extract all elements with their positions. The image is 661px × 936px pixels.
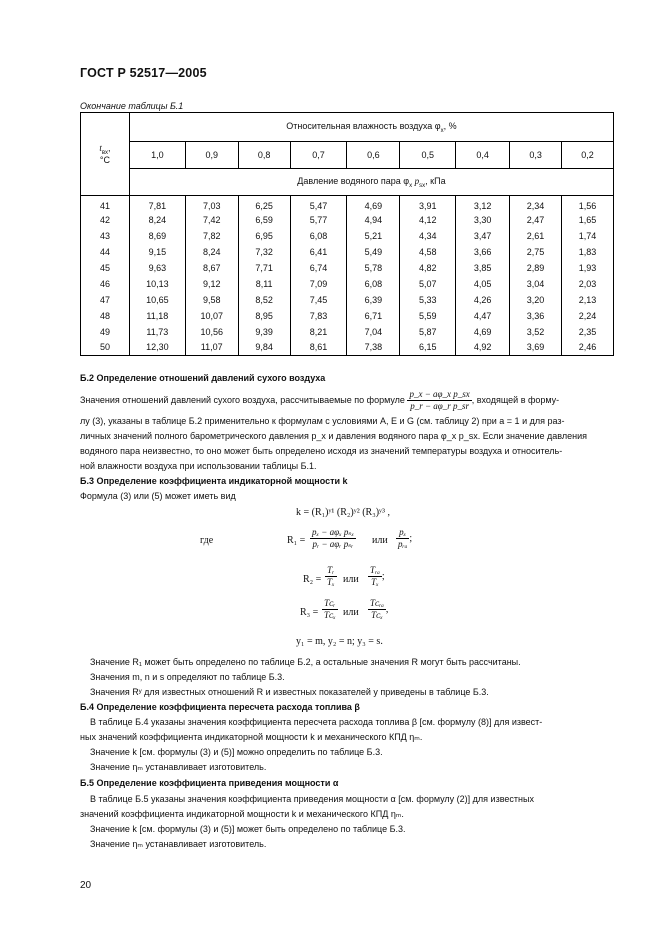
top-header-unit: , % — [443, 120, 457, 131]
table-cell: 1,56 — [562, 196, 614, 212]
table-caption: Окончание таблицы Б.1 — [80, 101, 184, 111]
table-cell: 4,12 — [400, 212, 456, 228]
y-values: y₁ = m, y₂ = n; y₃ = s. — [296, 636, 383, 647]
sub-header — [129, 169, 613, 196]
column-header: 1,0 — [129, 142, 185, 169]
top-header-text: Относительная влажность воздуха φ — [286, 120, 441, 131]
top-header-sub: х — [440, 127, 444, 134]
sub-header-sub2: sх — [419, 182, 426, 189]
r3-alt-fraction: $\frac{\text{Tᴄᵣₐ}}{\text{Tᴄₓ}}$ , — [370, 598, 389, 620]
table-cell: 1,65 — [562, 212, 614, 228]
r2-lhs: R₂ = — [303, 574, 322, 585]
table-row — [81, 276, 614, 292]
table-cell: 5,87 — [400, 324, 456, 340]
r1-fraction — [310, 527, 356, 550]
b4-line1: В таблице Б.4 указаны значения коэффициента пересчета расхода топлива β [см. формулу (8)] для извест- — [90, 717, 543, 727]
r3-lhs: R₃ = — [300, 607, 319, 618]
table-cell: 5,07 — [400, 276, 456, 292]
table-row — [81, 308, 614, 324]
b4-line4: Значение ηₘ устанавливает изготовитель. — [90, 762, 267, 772]
table-cell: 6,71 — [347, 308, 400, 324]
humidity-table — [80, 112, 614, 356]
table-cell: 2,35 — [562, 324, 614, 340]
r2-alt-num: Tᵣₐ — [370, 565, 380, 575]
table-cell: 9,58 — [185, 292, 238, 308]
heading-b5: Б.5 Определение коэффициента приведения мощности α — [80, 778, 339, 788]
table-cell: 10,07 — [185, 308, 238, 324]
table-cell: 8,95 — [238, 308, 290, 324]
table-cell: 3,47 — [456, 228, 510, 244]
table-cell: 8,69 — [129, 228, 185, 244]
r1-alt-den: pᵣₐ — [398, 539, 408, 549]
table-cell: 8,61 — [290, 340, 347, 356]
table-cell: 2,34 — [510, 196, 562, 212]
r1-lhs: R₁ = — [287, 535, 306, 546]
column-header: 0,7 — [290, 142, 347, 169]
table-cell: 5,47 — [290, 196, 347, 212]
table-cell: 7,83 — [290, 308, 347, 324]
b2-line3: личных значений полного барометрического давления p_x и давления водяного пара φ_x p_sx. Если значение давления — [80, 431, 587, 441]
table-cell: 9,15 — [129, 244, 185, 260]
table-cell: 3,66 — [456, 244, 510, 260]
column-header-row — [81, 142, 614, 169]
table-cell: 3,04 — [510, 276, 562, 292]
table-cell: 4,82 — [400, 260, 456, 276]
table-cell: 1,93 — [562, 260, 614, 276]
sub-header-sub1: х — [409, 182, 413, 189]
row-temperature: 50 — [81, 340, 130, 356]
b5-line1: В таблице Б.5 указаны значения коэффициента приведения мощности α [см. формулу (2)] для известных — [90, 794, 534, 804]
r3-alt-den: Tᴄₓ — [371, 610, 383, 620]
table-cell: 4,47 — [456, 308, 510, 324]
b2-frac-den: p_r − aφ_r p_sr — [410, 401, 469, 411]
r1-den: pᵣ − aφᵣ pₛᵣ — [312, 539, 354, 549]
row-temperature: 41 — [81, 196, 130, 212]
table-cell: 9,12 — [185, 276, 238, 292]
column-header: 0,9 — [185, 142, 238, 169]
table-cell: 8,11 — [238, 276, 290, 292]
table-cell: 7,38 — [347, 340, 400, 356]
table-cell: 2,89 — [510, 260, 562, 276]
row-temperature: 47 — [81, 292, 130, 308]
formula-k: k = (R₁)ʸ¹ (R₂)ʸ² (R₃)ʸ³ , — [296, 507, 390, 518]
r3-or: или — [343, 607, 359, 618]
row-temperature: 46 — [81, 276, 130, 292]
table-cell: 6,74 — [290, 260, 347, 276]
table-cell: 4,05 — [456, 276, 510, 292]
table-cell: 6,25 — [238, 196, 290, 212]
table-cell: 11,73 — [129, 324, 185, 340]
b4-line2: ных значений коэффициента индикаторной мощности k и механического КПД ηₘ. — [80, 732, 423, 742]
table-row — [81, 244, 614, 260]
table-cell: 2,61 — [510, 228, 562, 244]
r3-den: Tᴄₓ — [324, 610, 336, 620]
table-cell: 9,63 — [129, 260, 185, 276]
row-header-cell: $t_{вх}$, °С — [81, 113, 130, 196]
table-row — [81, 212, 614, 228]
table-row — [81, 340, 614, 356]
table-cell: 3,69 — [510, 340, 562, 356]
b2-text-b: , входящей в форму- — [471, 394, 560, 405]
row-temperature: 43 — [81, 228, 130, 244]
table-cell: 3,12 — [456, 196, 510, 212]
table-cell: 2,47 — [510, 212, 562, 228]
table-cell: 7,42 — [185, 212, 238, 228]
b2-text-a: Значения отношений давлений сухого воздуха, рассчитываемые по формуле — [80, 394, 405, 405]
table-cell: 6,41 — [290, 244, 347, 260]
r2-alt-frac — [368, 565, 382, 588]
row-header-sub: вх — [101, 149, 109, 156]
row-header-symbol: t — [99, 142, 102, 153]
table-cell: 6,15 — [400, 340, 456, 356]
r2-fraction — [325, 565, 337, 588]
r1-frac — [310, 527, 356, 550]
table-cell: 8,67 — [185, 260, 238, 276]
sub-header-p: p — [414, 175, 420, 186]
b5-line4: Значение ηₘ устанавливает изготовитель. — [90, 839, 267, 849]
table-cell: 4,34 — [400, 228, 456, 244]
r2-alt-fraction: $\frac{\text{Tᵣₐ}}{\text{Tₓ}}$ ; — [370, 565, 385, 587]
table-cell: 6,08 — [290, 228, 347, 244]
table-cell: 2,13 — [562, 292, 614, 308]
table-cell: 7,45 — [290, 292, 347, 308]
table-cell: 11,18 — [129, 308, 185, 324]
table-cell: 8,21 — [290, 324, 347, 340]
table-row — [81, 228, 614, 244]
table-cell: 3,30 — [456, 212, 510, 228]
r3-alt-num: Tᴄᵣₐ — [370, 598, 384, 608]
table-cell: 5,33 — [400, 292, 456, 308]
table-cell: 2,75 — [510, 244, 562, 260]
heading-b3: Б.3 Определение коэффициента индикаторной мощности k — [80, 476, 348, 486]
table-cell: 7,82 — [185, 228, 238, 244]
table-cell: 6,59 — [238, 212, 290, 228]
document-header: ГОСТ Р 52517—2005 — [80, 66, 207, 80]
table-cell: 8,52 — [238, 292, 290, 308]
b2-line4: водяного пара неизвестно, то оно может быть определено исходя из значений температуры воздуха и относитель- — [80, 446, 563, 456]
b2-line1 — [80, 389, 614, 411]
r1-alt-frac — [396, 527, 409, 550]
table-cell: 2,03 — [562, 276, 614, 292]
sub-header-text: Давление водяного пара φ — [297, 175, 410, 186]
r3-frac — [322, 598, 338, 621]
column-header: 0,4 — [456, 142, 510, 169]
table-cell: 4,58 — [400, 244, 456, 260]
top-header — [129, 113, 613, 142]
r2-num: Tᵣ — [325, 565, 337, 577]
table-cell: 9,84 — [238, 340, 290, 356]
b2-line5: ной влажности воздуха при использовании таблицы Б.1. — [80, 461, 317, 471]
heading-b2: Б.2 Определение отношений давлений сухого воздуха — [80, 373, 326, 383]
b4-line3: Значение k [см. формулы (3) и (5)] можно определить по таблице Б.3. — [90, 747, 383, 757]
table-cell: 5,21 — [347, 228, 400, 244]
table-cell: 7,32 — [238, 244, 290, 260]
table-cell: 4,94 — [347, 212, 400, 228]
table-cell: 3,52 — [510, 324, 562, 340]
row-temperature: 45 — [81, 260, 130, 276]
table-cell: 1,83 — [562, 244, 614, 260]
b5-line2: значений коэффициента индикаторной мощности k и механического КПД ηₘ. — [80, 809, 404, 819]
column-header: 0,6 — [347, 142, 400, 169]
table-cell: 4,69 — [347, 196, 400, 212]
table-cell: 10,56 — [185, 324, 238, 340]
b2-line2: лу (3), указаны в таблице Б.2 применительно к формулам с условиями A, E и G (см. таблицу 2) при a = 1 и для раз- — [80, 416, 565, 426]
table-cell: 5,59 — [400, 308, 456, 324]
b3-line1: Значение R₁ может быть определено по таблице Б.2, а остальные значения R могут быть рассчитаны. — [90, 657, 521, 667]
table-cell: 5,77 — [290, 212, 347, 228]
r1-alt-fraction: $\frac{\text{pₓ}}{\text{pᵣₐ}}$ ; — [398, 527, 413, 549]
where-label: где — [200, 535, 214, 546]
r1-or: или — [372, 535, 388, 546]
r2-or: или — [343, 574, 359, 585]
table-cell: 7,04 — [347, 324, 400, 340]
table-row — [81, 292, 614, 308]
table-cell: 3,20 — [510, 292, 562, 308]
table-cell: 3,85 — [456, 260, 510, 276]
row-temperature: 44 — [81, 244, 130, 260]
r2-den: Tₓ — [327, 577, 335, 587]
row-temperature: 48 — [81, 308, 130, 324]
table-cell: 8,24 — [185, 244, 238, 260]
table-cell: 3,36 — [510, 308, 562, 324]
b3-intro: Формула (3) или (5) может иметь вид — [80, 491, 236, 501]
r3-num: Tᴄᵣ — [322, 598, 338, 610]
row-temperature: 42 — [81, 212, 130, 228]
table-cell: 11,07 — [185, 340, 238, 356]
table-cell: 7,71 — [238, 260, 290, 276]
r2-alt-den: Tₓ — [371, 577, 379, 587]
r3-alt-frac — [368, 598, 389, 621]
column-header: 0,8 — [238, 142, 290, 169]
r1-num: pₓ − aφₓ pₛₓ — [312, 527, 355, 537]
r1-alt-num: pₓ — [396, 527, 409, 539]
table-cell: 1,74 — [562, 228, 614, 244]
b2-fraction — [407, 389, 471, 412]
table-cell: 6,39 — [347, 292, 400, 308]
table-cell: 8,24 — [129, 212, 185, 228]
table-cell: 5,49 — [347, 244, 400, 260]
page-number: 20 — [80, 880, 92, 891]
table-cell: 4,69 — [456, 324, 510, 340]
table-cell: 10,65 — [129, 292, 185, 308]
table-body — [81, 196, 614, 356]
column-header: 0,3 — [510, 142, 562, 169]
r3-fraction — [322, 598, 338, 621]
column-header: 0,5 — [400, 142, 456, 169]
table-cell: 6,08 — [347, 276, 400, 292]
b3-line3: Значения Rʸ для известных отношений R и известных показателей y приведены в таблице Б.3. — [90, 687, 489, 697]
r2-frac — [325, 565, 337, 588]
table-cell: 3,91 — [400, 196, 456, 212]
b5-line3: Значение k [см. формулы (3) и (5)] может быть определено по таблице Б.3. — [90, 824, 406, 834]
table-row — [81, 196, 614, 212]
table-cell: 10,13 — [129, 276, 185, 292]
table-cell: 6,95 — [238, 228, 290, 244]
table-cell: 4,92 — [456, 340, 510, 356]
table-cell: 5,78 — [347, 260, 400, 276]
row-header-unit: °С — [99, 155, 110, 166]
row-temperature: 49 — [81, 324, 130, 340]
table-cell: 9,39 — [238, 324, 290, 340]
table-cell: 7,81 — [129, 196, 185, 212]
b2-frac-num: p_x − aφ_x p_sx — [409, 389, 470, 399]
sub-header-unit: , кПа — [425, 175, 446, 186]
heading-b4: Б.4 Определение коэффициента пересчета расхода топлива β — [80, 702, 360, 712]
table-row — [81, 324, 614, 340]
table-cell: 2,46 — [562, 340, 614, 356]
table-cell: 7,03 — [185, 196, 238, 212]
table-row — [81, 260, 614, 276]
table-cell: 2,24 — [562, 308, 614, 324]
column-header: 0,2 — [562, 142, 614, 169]
b3-line2: Значения m, n и s определяют по таблице Б.3. — [90, 672, 285, 682]
table-cell: 7,09 — [290, 276, 347, 292]
table-cell: 12,30 — [129, 340, 185, 356]
table-cell: 4,26 — [456, 292, 510, 308]
